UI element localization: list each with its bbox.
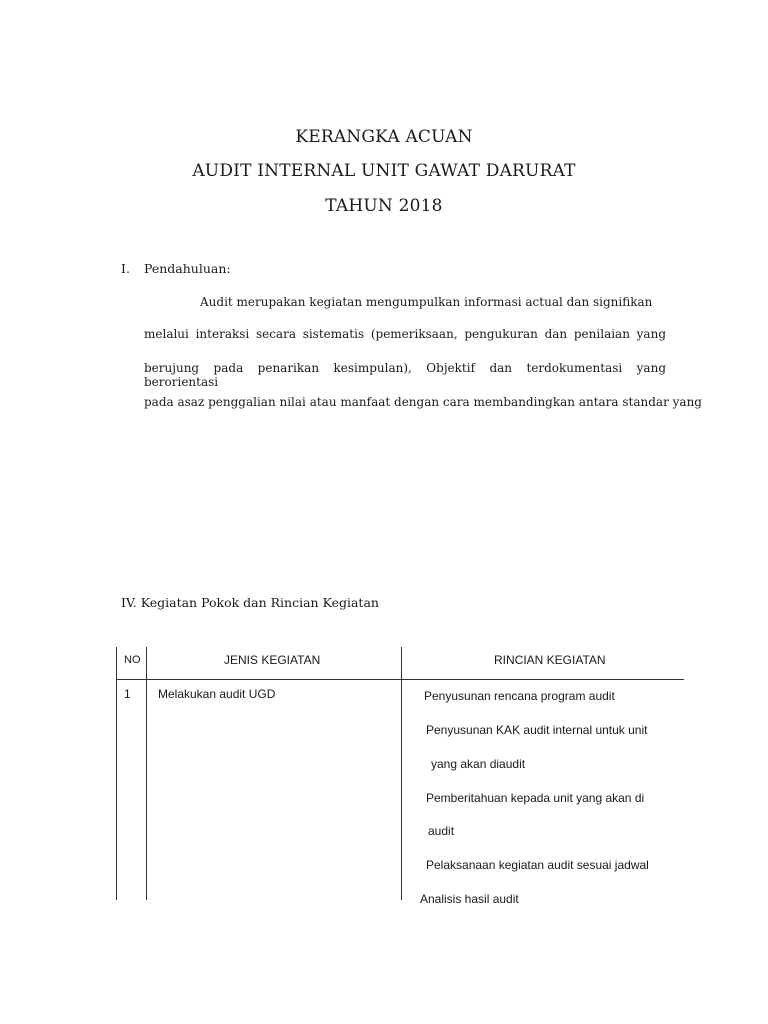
table-header-rincian-kegiatan: RINCIAN KEGIATAN — [494, 653, 606, 667]
document-title-line-1: KERANGKA ACUAN — [295, 127, 473, 147]
paragraph-line-3: berujung pada penarikan kesimpulan), Objektif dan terdokumentasi yang berorientasi — [144, 361, 666, 389]
table-header-divider — [116, 679, 684, 680]
rincian-item-3: Pemberitahuan kepada unit yang akan di — [426, 791, 645, 805]
rincian-item-2: Penyusunan KAK audit internal untuk unit — [426, 723, 648, 737]
document-title-line-3: TAHUN 2018 — [325, 196, 443, 216]
section-4-heading: IV. Kegiatan Pokok dan Rincian Kegiatan — [121, 595, 379, 610]
table-border-left — [116, 647, 117, 900]
section-1-number: I. — [121, 261, 130, 276]
table-header-jenis-kegiatan: JENIS KEGIATAN — [224, 653, 321, 667]
section-1-heading: Pendahuluan: — [144, 261, 231, 276]
table-column-divider-2 — [401, 647, 402, 900]
paragraph-line-2: melalui interaksi secara sistematis (pemeriksaan, pengukuran dan penilaian yang — [144, 327, 666, 341]
table-row-1-jenis: Melakukan audit UGD — [158, 687, 276, 701]
table-row-1-no: 1 — [124, 687, 131, 701]
rincian-item-5: Analisis hasil audit — [420, 892, 519, 906]
rincian-item-4: Pelaksanaan kegiatan audit sesuai jadwal — [426, 858, 649, 872]
rincian-item-3-continued: audit — [428, 824, 455, 838]
rincian-item-2-continued: yang akan diaudit — [431, 757, 526, 771]
paragraph-line-1: Audit merupakan kegiatan mengumpulkan informasi actual dan signifikan — [200, 295, 653, 309]
paragraph-line-4: pada asaz penggalian nilai atau manfaat dengan cara membandingkan antara standar yang — [144, 395, 702, 409]
document-title-line-2: AUDIT INTERNAL UNIT GAWAT DARURAT — [192, 161, 576, 181]
table-header-no: NO — [124, 654, 141, 666]
table-column-divider-1 — [146, 647, 147, 900]
activities-table — [116, 647, 684, 906]
rincian-item-1: Penyusunan rencana program audit — [424, 689, 615, 703]
